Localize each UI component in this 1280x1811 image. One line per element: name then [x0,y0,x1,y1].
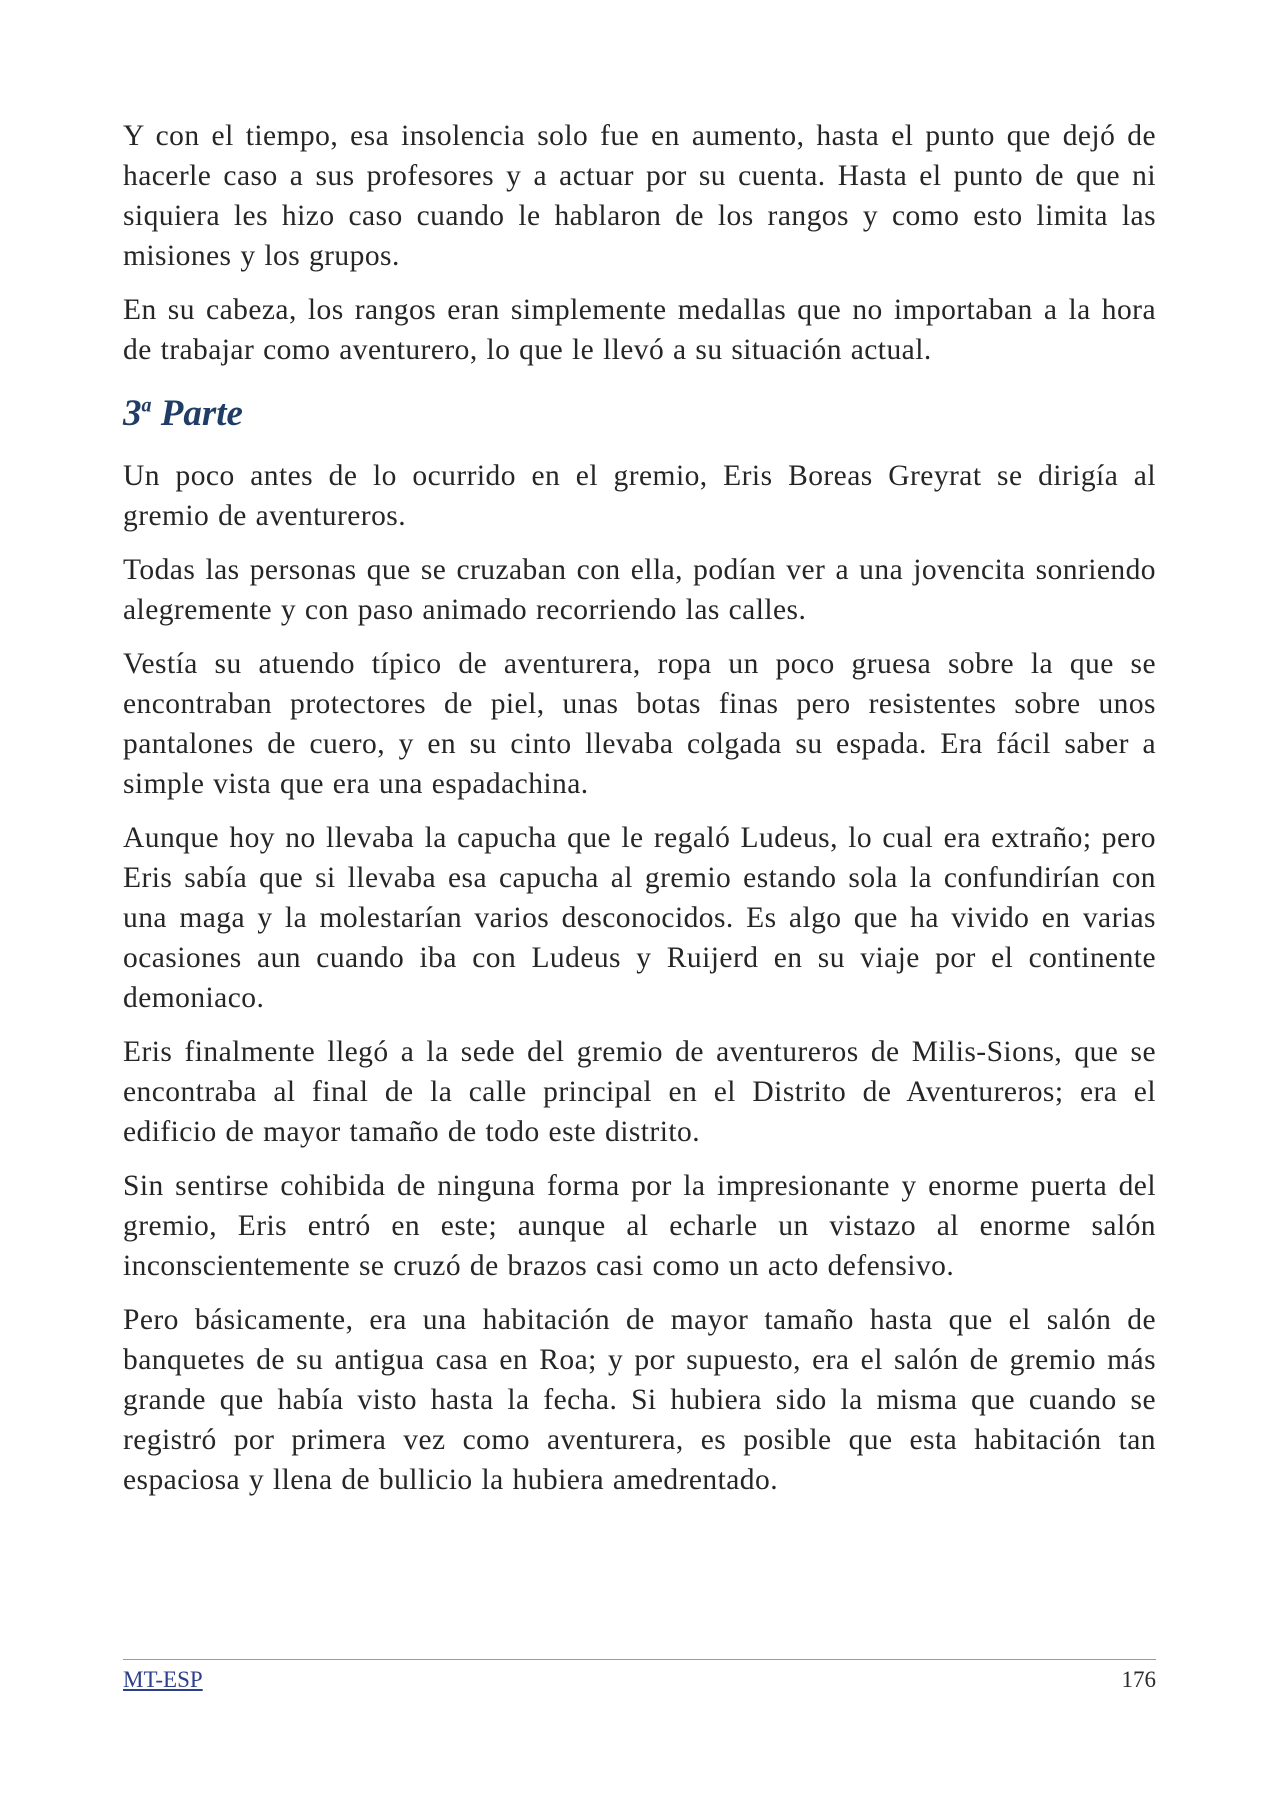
heading-superscript: a [141,394,152,417]
heading-text: Parte [151,393,243,434]
page-content [123,116,1156,1514]
paragraph-9: Pero básicamente, era una habitación de mayor tamaño hasta que el salón de banquetes de su antigua casa en Roa; y por supuesto, era el salón de gremio más grande que había visto hasta la fecha. Si hubiera sido la misma que cuando se registró por primera vez como aventurera, es posible que esta habitación tan espaciosa y llena de bullicio la hubiera amedrentado. [123,1304,1156,1496]
paragraph-6: Aunque hoy no llevaba la capucha que le regaló Ludeus, lo cual era extraño; pero Eris sabía que si llevaba esa capucha al gremio estando sola la confundirían con una maga y la molestarían varios desconocidos. Es algo que ha vivido en varias ocasiones aun cuando iba con Ludeus y Ruijerd en su viaje por el continente demoniaco. [123,822,1156,1014]
page-number: 176 [1121,1667,1156,1692]
paragraph-7: Eris finalmente llegó a la sede del gremio de aventureros de Milis-Sions, que se encontraba al final de la calle principal en el Distrito de Aventureros; era el edificio de mayor tamaño de todo este distrito. [123,1036,1156,1148]
page-footer [123,1659,1156,1694]
paragraph-3: Un poco antes de lo ocurrido en el gremio, Eris Boreas Greyrat se dirigía al gremio de aventureros. [123,460,1156,532]
paragraph-1: Y con el tiempo, esa insolencia solo fue en aumento, hasta el punto que dejó de hacerle caso a sus profesores y a actuar por su cuenta. Hasta el punto de que ni siquiera les hizo caso cuando le hablaron de los rangos y como esto limita las misiones y los grupos. [123,120,1156,272]
heading-number: 3 [123,393,142,434]
paragraph-8: Sin sentirse cohibida de ninguna forma por la impresionante y enorme puerta del gremio, Eris entró en este; aunque al echarle un vistazo al enorme salón inconscientemente se cruzó de brazos casi como un acto defensivo. [123,1170,1156,1282]
paragraph-2: En su cabeza, los rangos eran simplemente medallas que no importaban a la hora de trabajar como aventurero, lo que le llevó a su situación actual. [123,294,1156,366]
footer-link[interactable]: MT-ESP [123,1667,203,1692]
section-heading [123,392,1156,436]
paragraph-5: Vestía su atuendo típico de aventurera, ropa un poco gruesa sobre la que se encontraban protectores de piel, unas botas finas pero resistentes sobre unos pantalones de cuero, y en su cinto llevaba colgada su espada. Era fácil saber a simple vista que era una espadachina. [123,648,1156,800]
paragraph-4: Todas las personas que se cruzaban con ella, podían ver a una jovencita sonriendo alegremente y con paso animado recorriendo las calles. [123,554,1156,626]
